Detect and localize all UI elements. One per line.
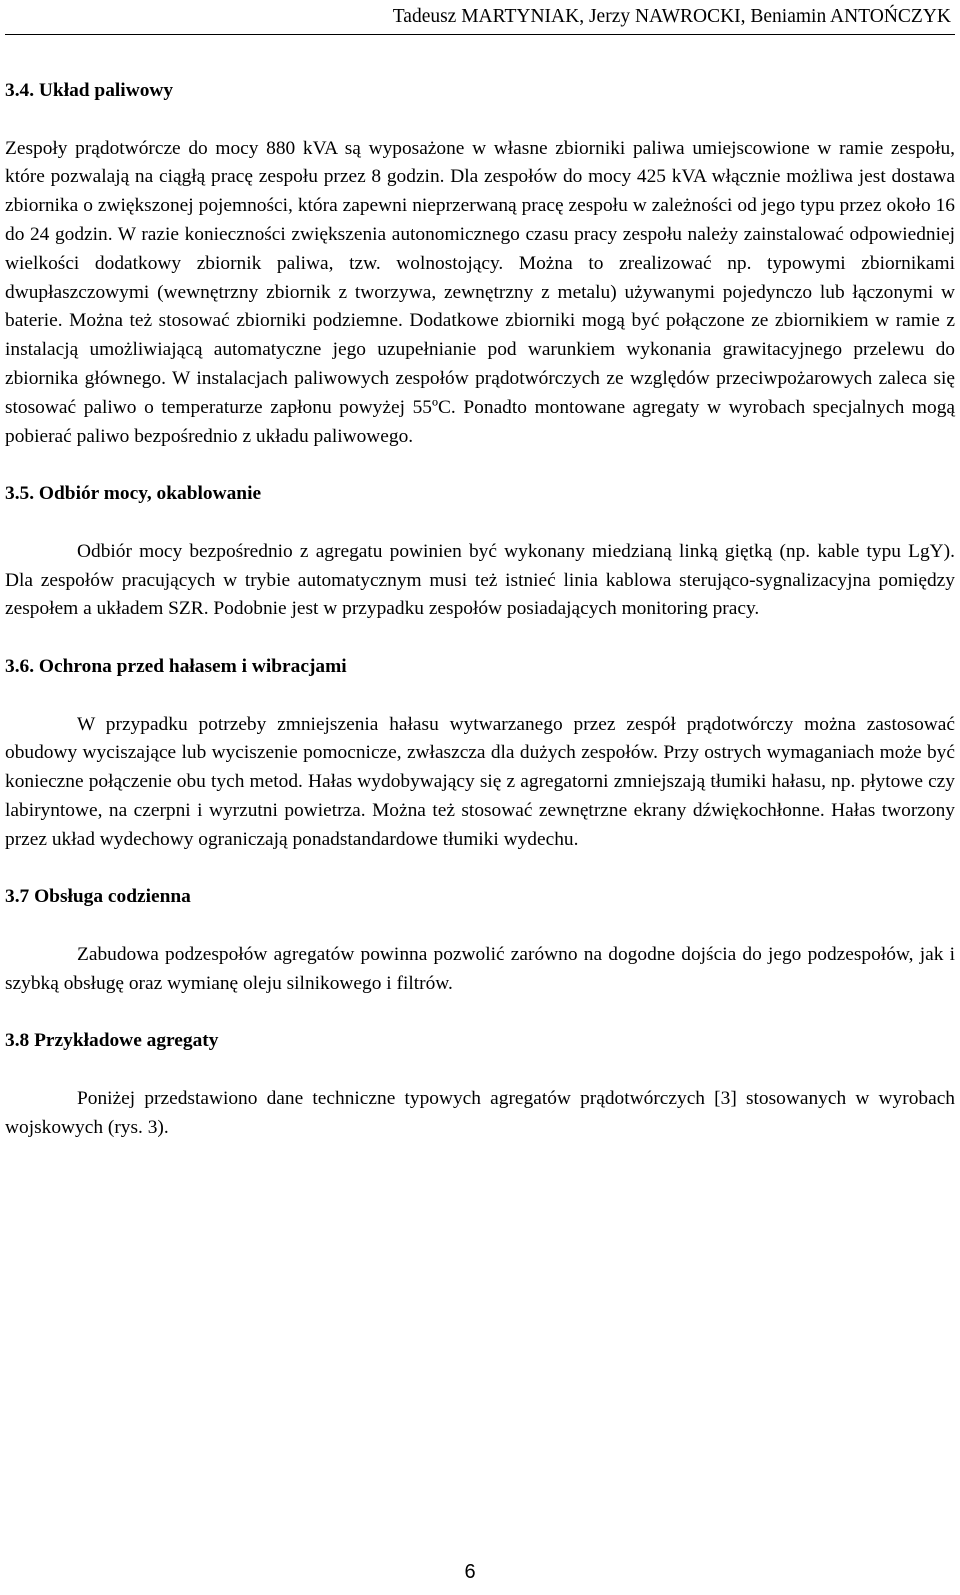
section-heading-3-4: 3.4. Układ paliwowy	[5, 80, 174, 101]
section-heading-3-6: 3.6. Ochrona przed hałasem i wibracjami	[5, 655, 347, 677]
section-body-3-7: Zabudowa podzespołów agregatów powinna pozwolić zarówno na dogodne dojścia do jego podzespołów, jak i szybką obsługę oraz wymianę oleju silnikowego i filtrów.	[5, 943, 955, 994]
section-body-3-6: W przypadku potrzeby zmniejszenia hałasu wytwarzanego przez zespół prądotwórczy można zastosować obudowy wyciszające lub wyciszenie pomocnicze, zwłaszcza dla dużych zespołów. Przy ostrych wymaganiach może być konieczne połączenie obu tych metod. Hałas wydobywający się z agregatorni zmniejszają tłumiki hałasu, np. płytowe czy labiryntowe, na czerpni i wyrzutni powietrza. Można też stosować zewnętrzne ekrany dźwiękochłonne. Hałas tworzony przez układ wydechowy ograniczają ponadstandardowe tłumiki wydechu.	[5, 713, 955, 850]
section-heading-3-7: 3.7 Obsługa codzienna	[5, 886, 191, 908]
section-heading-3-5: 3.5. Odbiór mocy, okablowanie	[5, 483, 262, 505]
page-number: 6	[464, 1561, 476, 1583]
section-body-3-8: Poniżej przedstawiono dane techniczne typowych agregatów prądotwórczych [3] stosowanych w wyrobach wojskowych (rys. 3).	[5, 1087, 955, 1138]
section-heading-3-8: 3.8 Przykładowe agregaty	[5, 1030, 219, 1052]
running-header-authors: Tadeusz MARTYNIAK, Jerzy NAWROCKI, Beniamin ANTOŃCZYK	[392, 6, 951, 27]
section-body-3-5: Odbiór mocy bezpośrednio z agregatu powinien być wykonany miedzianą linką giętką (np. kable typu LgY). Dla zespołów pracujących w trybie automatycznym musi też istnieć linia kablowa sterująco-sygnalizacyjna pomiędzy zespołem a układem SZR. Podobnie jest w przypadku zespołów posiadających monitoring pracy.	[5, 540, 955, 620]
page-content	[5, 77, 955, 1142]
header-rule	[5, 34, 955, 35]
section-body-3-4: Zespoły prądotwórcze do mocy 880 kVA są wyposażone w własne zbiorniki paliwa umiejscowione w ramie zespołu, które pozwalają na ciągłą pracę zespołu przez 8 godzin. Dla zespołów do mocy 425 kVA włącznie możliwa jest dostawa zbiornika o zwiększonej pojemności, która zapewni nieprzerwaną pracę zespołu w zależności od jego typu przez około 16 do 24 godzin. W razie konieczności zwiększenia autonomicznego czasu pracy zespołu należy zainstalować odpowiedniej wielkości dodatkowy zbiornik paliwa, tzw. wolnostojący. Można to zrealizować np. typowymi zbiornikami dwupłaszczowymi (wewnętrzny zbiornik z tworzywa, zewnętrzny z metalu) używanymi pojedynczo lub łączonymi w baterie. Można też stosować zbiorniki podziemne. Dodatkowe zbiorniki mogą być połączone ze zbiornikiem w ramie z instalacją umożliwiającą automatyczne jego uzupełnianie pod warunkiem wykonania grawitacyjnego przelewu do zbiornika głównego. W instalacjach paliwowych zespołów prądotwórczych ze względów przeciwpożarowych zaleca się stosować paliwo o temperaturze zapłonu powyżej 55ºC. Ponadto montowane agregaty w wyrobach specjalnych mogą pobierać paliwo bezpośrednio z układu paliwowego.	[5, 137, 955, 447]
